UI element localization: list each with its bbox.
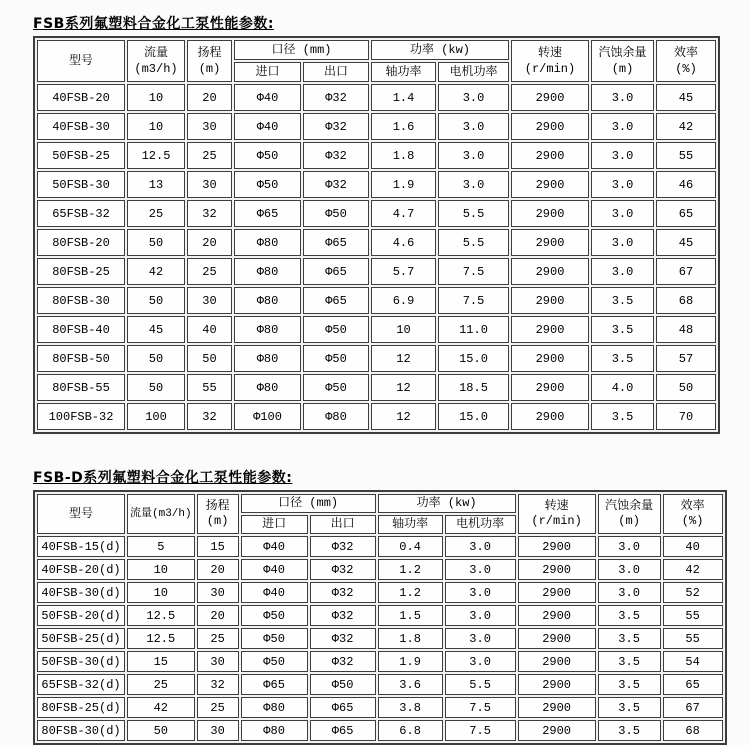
table-cell: 3.5 [598, 651, 661, 672]
table-cell: 12.5 [127, 628, 195, 649]
fsb-table-title: FSB系列氟塑料合金化工泵性能参数: [33, 16, 274, 32]
model-cell: 50FSB-25 [37, 142, 125, 169]
table-cell: 32 [197, 674, 239, 695]
table-cell: 3.5 [598, 605, 661, 626]
table-cell: 3.0 [591, 84, 654, 111]
table-cell: 1.4 [371, 84, 436, 111]
table-cell: Φ50 [241, 651, 308, 672]
table-cell: 54 [663, 651, 723, 672]
table-cell: 45 [127, 316, 185, 343]
col-header-outlet: 出口 [303, 62, 369, 82]
table-cell: Φ32 [310, 605, 376, 626]
table-cell: 4.7 [371, 200, 436, 227]
table-cell: 2900 [511, 403, 589, 430]
table-row [37, 316, 716, 343]
table-cell: 3.6 [378, 674, 443, 695]
model-cell: 40FSB-20(d) [37, 559, 125, 580]
table-cell: 65 [663, 674, 723, 695]
table-cell: Φ50 [303, 374, 369, 401]
table-cell: 68 [656, 287, 716, 314]
table-cell: 5.5 [438, 229, 509, 256]
table-row [37, 113, 716, 140]
table-cell: 5.7 [371, 258, 436, 285]
table-cell: Φ40 [241, 559, 308, 580]
table-cell: 57 [656, 345, 716, 372]
table-cell: 3.5 [591, 287, 654, 314]
fsb-d-table [33, 490, 727, 745]
table-cell: 30 [197, 720, 239, 741]
table-cell: 67 [663, 697, 723, 718]
table-cell: 20 [187, 229, 232, 256]
table-cell: 50 [127, 229, 185, 256]
table-row [37, 628, 723, 649]
table-cell: Φ80 [234, 258, 301, 285]
col-header-outlet: 出口 [310, 515, 376, 534]
table-row [37, 651, 723, 672]
table-cell: 3.0 [598, 536, 661, 557]
table-header [37, 494, 723, 534]
model-cell: 40FSB-30 [37, 113, 125, 140]
table-cell: 2900 [511, 374, 589, 401]
table-cell: 1.9 [371, 171, 436, 198]
table-cell: 3.0 [438, 113, 509, 140]
table-cell: 10 [127, 84, 185, 111]
model-cell: 80FSB-30(d) [37, 720, 125, 741]
table-cell: Φ80 [241, 720, 308, 741]
table-cell: Φ80 [234, 287, 301, 314]
table-cell: 10 [127, 559, 195, 580]
table-cell: 45 [656, 84, 716, 111]
table-cell: 50 [127, 345, 185, 372]
table-header [37, 40, 716, 82]
table-body [37, 536, 723, 741]
col-header-power: 功率 (kw) [378, 494, 516, 513]
table-row [37, 536, 723, 557]
table-cell: 25 [197, 697, 239, 718]
table-cell: Φ32 [310, 651, 376, 672]
table-cell: Φ65 [310, 697, 376, 718]
table-cell: Φ32 [303, 84, 369, 111]
table-row [37, 559, 723, 580]
table-cell: 25 [127, 200, 185, 227]
table-cell: Φ40 [241, 536, 308, 557]
col-header-motor-power: 电机功率 [438, 62, 509, 82]
table-cell: Φ32 [310, 628, 376, 649]
table-cell: 15 [197, 536, 239, 557]
col-header-diameter: 口径 (mm) [234, 40, 369, 60]
table-cell: 3.5 [591, 316, 654, 343]
table-cell: 70 [656, 403, 716, 430]
table-cell: 3.0 [591, 171, 654, 198]
table-cell: 3.0 [438, 142, 509, 169]
table-cell: 3.0 [445, 559, 516, 580]
table-cell: 2900 [518, 605, 596, 626]
table-cell: 3.0 [591, 200, 654, 227]
table-cell: 2900 [518, 651, 596, 672]
table-cell: 67 [656, 258, 716, 285]
table-cell: 4.0 [591, 374, 654, 401]
col-header-npsh: 汽蚀余量 (m) [598, 494, 661, 534]
model-cell: 80FSB-25 [37, 258, 125, 285]
model-cell: 40FSB-20 [37, 84, 125, 111]
table-cell: 25 [127, 674, 195, 695]
table-cell: Φ80 [234, 374, 301, 401]
table-cell: Φ65 [303, 258, 369, 285]
table-cell: Φ32 [310, 559, 376, 580]
table-row [37, 605, 723, 626]
col-header-inlet: 进口 [234, 62, 301, 82]
table-cell: 15.0 [438, 403, 509, 430]
table-cell: 5.5 [438, 200, 509, 227]
table-cell: 1.6 [371, 113, 436, 140]
table-row [37, 171, 716, 198]
table-cell: 15 [127, 651, 195, 672]
table-cell: 3.0 [445, 582, 516, 603]
table-cell: 32 [187, 403, 232, 430]
table-cell: Φ32 [303, 142, 369, 169]
table-row [37, 200, 716, 227]
table-cell: 7.5 [438, 258, 509, 285]
table-cell: 50 [127, 374, 185, 401]
model-cell: 50FSB-20(d) [37, 605, 125, 626]
table-row [37, 697, 723, 718]
model-cell: 80FSB-55 [37, 374, 125, 401]
col-header-speed: 转速 (r/min) [518, 494, 596, 534]
table-cell: 52 [663, 582, 723, 603]
table-cell: 10 [127, 582, 195, 603]
table-row [37, 229, 716, 256]
table-cell: 2900 [518, 697, 596, 718]
table-cell: 42 [127, 258, 185, 285]
table-cell: 2900 [511, 316, 589, 343]
table-cell: 25 [187, 258, 232, 285]
table-cell: 25 [197, 628, 239, 649]
table-cell: Φ40 [234, 84, 301, 111]
table-cell: Φ40 [234, 113, 301, 140]
model-cell: 65FSB-32 [37, 200, 125, 227]
model-cell: 65FSB-32(d) [37, 674, 125, 695]
table-cell: 3.0 [591, 113, 654, 140]
table-cell: Φ32 [303, 113, 369, 140]
table-cell: Φ80 [303, 403, 369, 430]
table-row [37, 142, 716, 169]
table-cell: 32 [187, 200, 232, 227]
table-cell: 3.0 [445, 605, 516, 626]
table-cell: Φ80 [234, 316, 301, 343]
table-cell: 3.5 [591, 345, 654, 372]
table-cell: 3.5 [598, 720, 661, 741]
table-cell: 2900 [518, 628, 596, 649]
table-cell: 20 [197, 559, 239, 580]
table-cell: 40 [187, 316, 232, 343]
table-cell: 65 [656, 200, 716, 227]
table-cell: Φ65 [303, 229, 369, 256]
model-cell: 100FSB-32 [37, 403, 125, 430]
table-cell: 100 [127, 403, 185, 430]
model-cell: 40FSB-30(d) [37, 582, 125, 603]
table-cell: 4.6 [371, 229, 436, 256]
table-cell: 12.5 [127, 605, 195, 626]
col-header-flow: 流量 (m3/h) [127, 40, 185, 82]
table-cell: Φ50 [234, 171, 301, 198]
table-cell: 1.2 [378, 582, 443, 603]
table-cell: 3.0 [598, 559, 661, 580]
table-cell: 11.0 [438, 316, 509, 343]
table-cell: 30 [197, 582, 239, 603]
table-cell: 2900 [511, 258, 589, 285]
col-header-head: 扬程 (m) [197, 494, 239, 534]
table-cell: 15.0 [438, 345, 509, 372]
table-cell: 20 [197, 605, 239, 626]
table-cell: 18.5 [438, 374, 509, 401]
col-header-power: 功率 (kw) [371, 40, 509, 60]
model-cell: 40FSB-15(d) [37, 536, 125, 557]
table-cell: 55 [663, 628, 723, 649]
table-cell: 3.5 [591, 403, 654, 430]
model-cell: 50FSB-30(d) [37, 651, 125, 672]
model-cell: 80FSB-50 [37, 345, 125, 372]
table-cell: Φ32 [310, 536, 376, 557]
table-row [37, 403, 716, 430]
col-header-speed: 转速 (r/min) [511, 40, 589, 82]
table-cell: Φ32 [303, 171, 369, 198]
col-header-diameter: 口径 (mm) [241, 494, 376, 513]
table-cell: 3.5 [598, 674, 661, 695]
table-cell: 50 [656, 374, 716, 401]
model-cell: 80FSB-40 [37, 316, 125, 343]
model-cell: 80FSB-30 [37, 287, 125, 314]
table-cell: 2900 [511, 345, 589, 372]
table-cell: Φ65 [310, 720, 376, 741]
table-cell: 7.5 [438, 287, 509, 314]
table-cell: Φ50 [234, 142, 301, 169]
table-cell: 2900 [511, 171, 589, 198]
table-cell: Φ50 [303, 200, 369, 227]
table-cell: 3.0 [445, 651, 516, 672]
table-cell: 3.0 [438, 171, 509, 198]
table-cell: Φ50 [241, 605, 308, 626]
table-row [37, 720, 723, 741]
table-cell: 6.9 [371, 287, 436, 314]
table-cell: 0.4 [378, 536, 443, 557]
table-cell: 2900 [511, 229, 589, 256]
table-cell: 2900 [518, 674, 596, 695]
table-row [37, 374, 716, 401]
table-cell: Φ40 [241, 582, 308, 603]
table-cell: 3.0 [591, 142, 654, 169]
table-cell: Φ80 [234, 345, 301, 372]
table-cell: 42 [656, 113, 716, 140]
table-cell: 5 [127, 536, 195, 557]
table-cell: 2900 [518, 559, 596, 580]
table-row [37, 674, 723, 695]
table-cell: 50 [127, 287, 185, 314]
table-cell: 12.5 [127, 142, 185, 169]
table-cell: 1.8 [371, 142, 436, 169]
table-cell: Φ65 [241, 674, 308, 695]
table-row [37, 287, 716, 314]
table-cell: Φ50 [303, 345, 369, 372]
col-header-motor-power: 电机功率 [445, 515, 516, 534]
table-cell: 3.0 [445, 536, 516, 557]
fsb-table [33, 36, 720, 434]
table-cell: 1.9 [378, 651, 443, 672]
table-cell: 3.0 [591, 229, 654, 256]
table-cell: 12 [371, 374, 436, 401]
fsb-d-table-title: FSB-D系列氟塑料合金化工泵性能参数: [33, 470, 293, 486]
table-cell: Φ80 [234, 229, 301, 256]
table-cell: 30 [197, 651, 239, 672]
table-cell: Φ50 [303, 316, 369, 343]
col-header-efficiency: 效率 (%) [656, 40, 716, 82]
col-header-model: 型号 [37, 494, 125, 534]
table-cell: Φ32 [310, 582, 376, 603]
table-cell: 10 [371, 316, 436, 343]
table-cell: 50 [187, 345, 232, 372]
table-cell: 7.5 [445, 720, 516, 741]
table-cell: 2900 [518, 720, 596, 741]
table-cell: 5.5 [445, 674, 516, 695]
table-cell: 2900 [518, 582, 596, 603]
table-cell: 2900 [511, 84, 589, 111]
table-cell: Φ100 [234, 403, 301, 430]
col-header-flow: 流量(m3/h) [127, 494, 195, 534]
table-cell: 55 [663, 605, 723, 626]
col-header-shaft-power: 轴功率 [378, 515, 443, 534]
table-row [37, 345, 716, 372]
table-cell: 2900 [518, 536, 596, 557]
col-header-model: 型号 [37, 40, 125, 82]
table-cell: 45 [656, 229, 716, 256]
table-cell: Φ65 [303, 287, 369, 314]
table-cell: 3.5 [598, 628, 661, 649]
table-cell: 12 [371, 403, 436, 430]
table-cell: 68 [663, 720, 723, 741]
table-cell: 48 [656, 316, 716, 343]
col-header-inlet: 进口 [241, 515, 308, 534]
table-cell: 2900 [511, 113, 589, 140]
table-cell: Φ50 [241, 628, 308, 649]
table-cell: 1.2 [378, 559, 443, 580]
model-cell: 50FSB-30 [37, 171, 125, 198]
table-cell: 25 [187, 142, 232, 169]
table-cell: 10 [127, 113, 185, 140]
table-row [37, 258, 716, 285]
table-cell: 13 [127, 171, 185, 198]
table-cell: 42 [127, 697, 195, 718]
table-row [37, 582, 723, 603]
table-cell: Φ50 [310, 674, 376, 695]
table-cell: 30 [187, 171, 232, 198]
table-cell: 20 [187, 84, 232, 111]
table-cell: 30 [187, 113, 232, 140]
table-cell: 40 [663, 536, 723, 557]
table-cell: Φ65 [234, 200, 301, 227]
model-cell: 80FSB-25(d) [37, 697, 125, 718]
col-header-head: 扬程 (m) [187, 40, 232, 82]
table-cell: 6.8 [378, 720, 443, 741]
table-cell: 30 [187, 287, 232, 314]
table-row [37, 84, 716, 111]
table-cell: 2900 [511, 200, 589, 227]
table-cell: 42 [663, 559, 723, 580]
model-cell: 50FSB-25(d) [37, 628, 125, 649]
table-cell: 2900 [511, 287, 589, 314]
col-header-efficiency: 效率 (%) [663, 494, 723, 534]
table-cell: 3.5 [598, 697, 661, 718]
table-cell: 50 [127, 720, 195, 741]
table-cell: 3.0 [591, 258, 654, 285]
table-cell: 3.0 [438, 84, 509, 111]
col-header-shaft-power: 轴功率 [371, 62, 436, 82]
table-cell: 55 [656, 142, 716, 169]
table-body [37, 84, 716, 430]
table-cell: 55 [187, 374, 232, 401]
table-cell: 12 [371, 345, 436, 372]
table-cell: 46 [656, 171, 716, 198]
table-cell: 1.8 [378, 628, 443, 649]
table-cell: 7.5 [445, 697, 516, 718]
table-cell: 3.0 [445, 628, 516, 649]
table-cell: 2900 [511, 142, 589, 169]
table-cell: Φ80 [241, 697, 308, 718]
model-cell: 80FSB-20 [37, 229, 125, 256]
col-header-npsh: 汽蚀余量 (m) [591, 40, 654, 82]
table-cell: 3.0 [598, 582, 661, 603]
table-cell: 1.5 [378, 605, 443, 626]
table-cell: 3.8 [378, 697, 443, 718]
